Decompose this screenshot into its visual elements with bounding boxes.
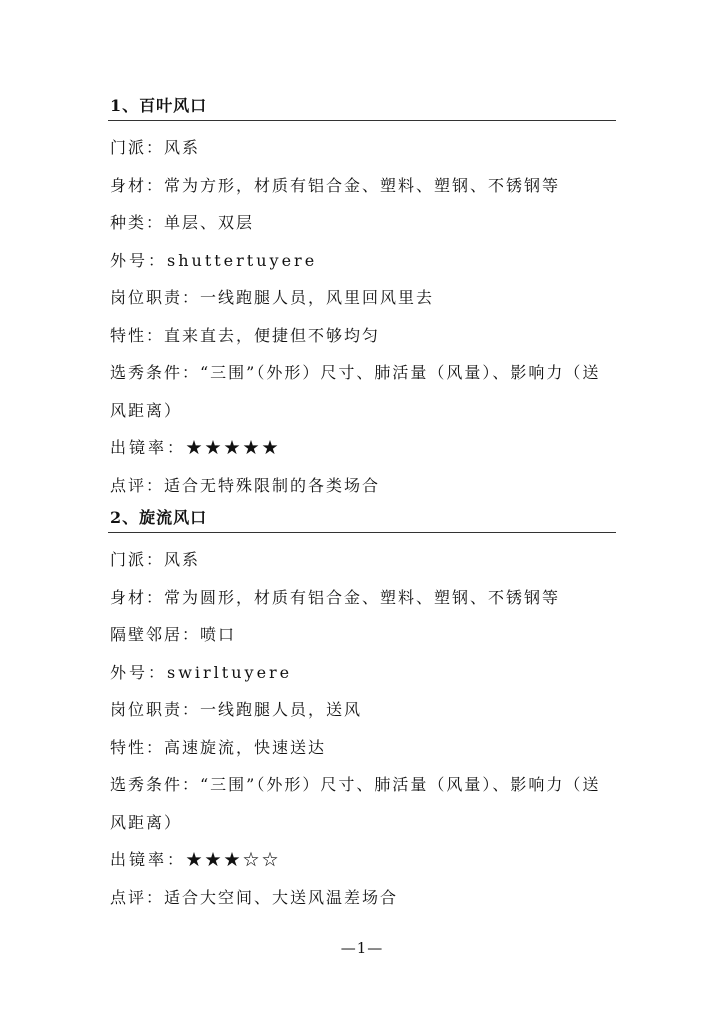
row-swirl-neighbor: 隔壁邻居：喷口	[110, 625, 237, 644]
row-swirl-duty: 岗位职责：一线跑腿人员，送风	[110, 700, 363, 719]
row-swirl-rating: 出镜率：★★★☆☆	[110, 850, 282, 869]
row-louver-nickname: 外号：shuttertuyere	[110, 250, 318, 270]
row-louver-school: 门派：风系	[110, 138, 201, 157]
row-louver-shape: 身材：常为方形，材质有铝合金、塑料、塑钢、不锈钢等	[110, 175, 561, 195]
row-louver-criteria: 选秀条件：“三围”（外形）尺寸、肺活量（风量）、影响力（送风距离）	[110, 363, 601, 420]
page-number: —1—	[340, 939, 384, 957]
row-louver-comment: 点评：适合无特殊限制的各类场合	[110, 475, 381, 495]
row-swirl-comment: 点评：适合大空间、大送风温差场合	[110, 887, 399, 907]
row-louver-duty: 岗位职责：一线跑腿人员，风里回风里去	[110, 288, 435, 307]
section-title-swirl: 2、旋流风口	[108, 504, 616, 533]
row-louver-feature: 特性：直来直去，便捷但不够均匀	[110, 325, 381, 345]
row-swirl-shape: 身材：常为圆形，材质有铝合金、塑料、塑钢、不锈钢等	[110, 587, 561, 607]
row-swirl-nickname: 外号：swirltuyere	[110, 662, 293, 682]
row-louver-rating: 出镜率：★★★★★	[110, 438, 282, 457]
row-swirl-feature: 特性：高速旋流，快速送达	[110, 737, 327, 757]
row-louver-types: 种类：单层、双层	[110, 213, 255, 232]
section-title-louver: 1、百叶风口	[108, 92, 616, 121]
row-swirl-criteria: 选秀条件：“三围”（外形）尺寸、肺活量（风量）、影响力（送风距离）	[110, 775, 601, 832]
document-page	[108, 92, 616, 916]
row-swirl-school: 门派：风系	[110, 550, 201, 569]
